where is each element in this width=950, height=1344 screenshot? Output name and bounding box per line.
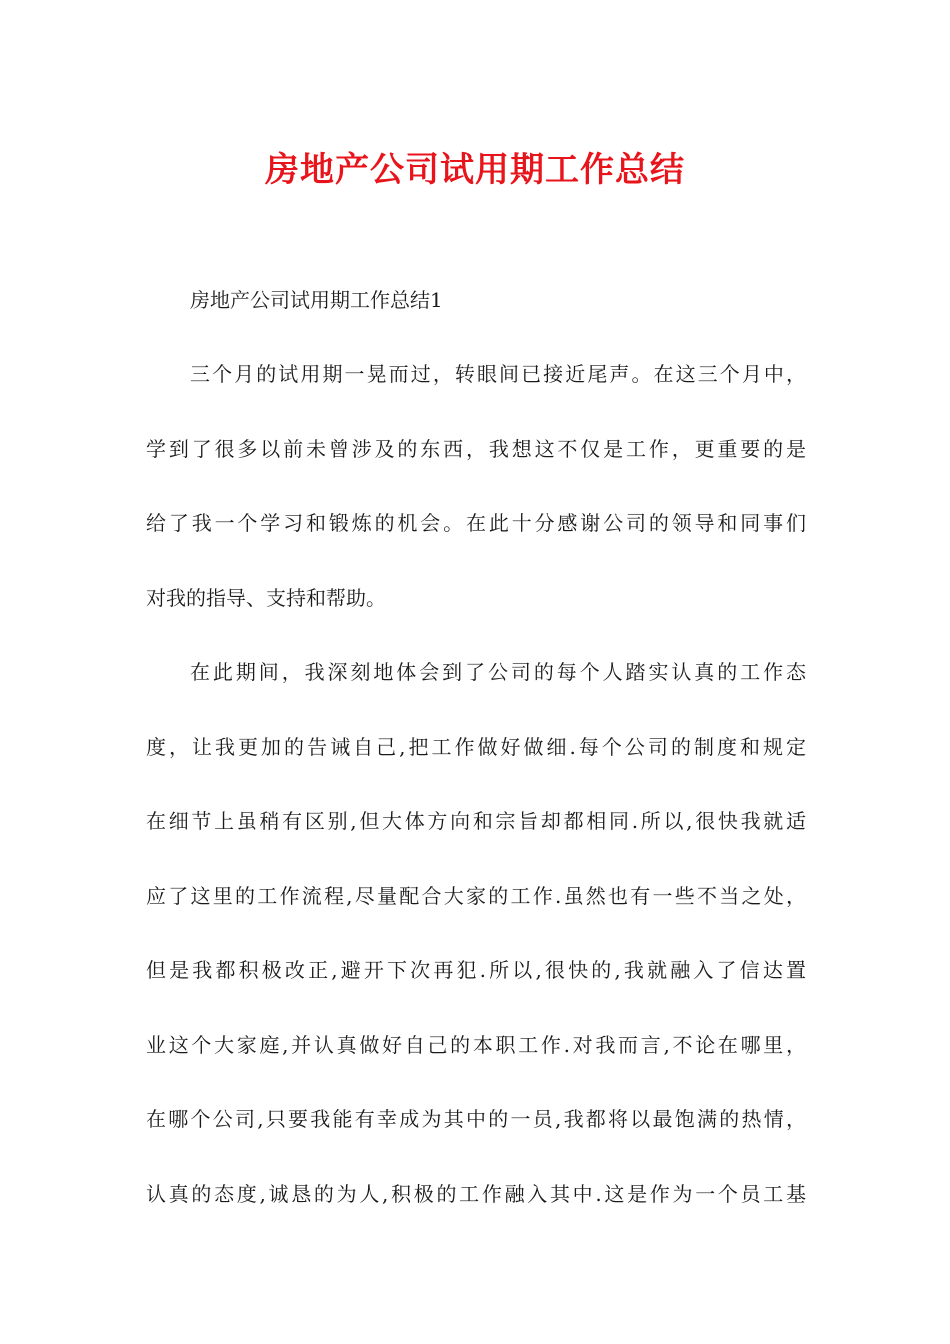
- section-heading: 房地产公司试用期工作总结1: [190, 288, 443, 312]
- paragraph-line: 三个月的试用期一晃而过，转眼间已接近尾声。在这三个月中，: [190, 362, 806, 386]
- paragraph-line: 业这个大家庭,并认真做好自己的本职工作.对我而言,不论在哪里，: [146, 1032, 806, 1057]
- paragraph-line: 学到了很多以前未曾涉及的东西，我想这不仅是工作，更重要的是: [146, 436, 806, 461]
- paragraph-line: 但是我都积极改正,避开下次再犯.所以,很快的,我就融入了信达置: [146, 958, 806, 982]
- document-title: 房地产公司试用期工作总结: [265, 150, 685, 190]
- paragraph-2: [146, 635, 806, 1231]
- paragraph-line: 在此期间，我深刻地体会到了公司的每个人踏实认真的工作态: [190, 660, 806, 684]
- document-body: [146, 263, 806, 1231]
- paragraph-line: 给了我一个学习和锻炼的机会。在此十分感谢公司的领导和同事们: [146, 511, 806, 535]
- paragraph-1: [146, 337, 806, 635]
- paragraph-line: 认真的态度,诚恳的为人,积极的工作融入其中.这是作为一个员工基: [146, 1181, 806, 1206]
- paragraph-line: 度，让我更加的告诫自己,把工作做好做细.每个公司的制度和规定: [146, 734, 806, 759]
- paragraph-line: 在哪个公司,只要我能有幸成为其中的一员,我都将以最饱满的热情，: [146, 1107, 806, 1131]
- paragraph-line: 在细节上虽稍有区别,但大体方向和宗旨却都相同.所以,很快我就适: [146, 809, 806, 833]
- paragraph-line: 对我的指导、支持和帮助。: [146, 585, 386, 610]
- paragraph-line: 应了这里的工作流程,尽量配合大家的工作.虽然也有一些不当之处，: [146, 883, 806, 908]
